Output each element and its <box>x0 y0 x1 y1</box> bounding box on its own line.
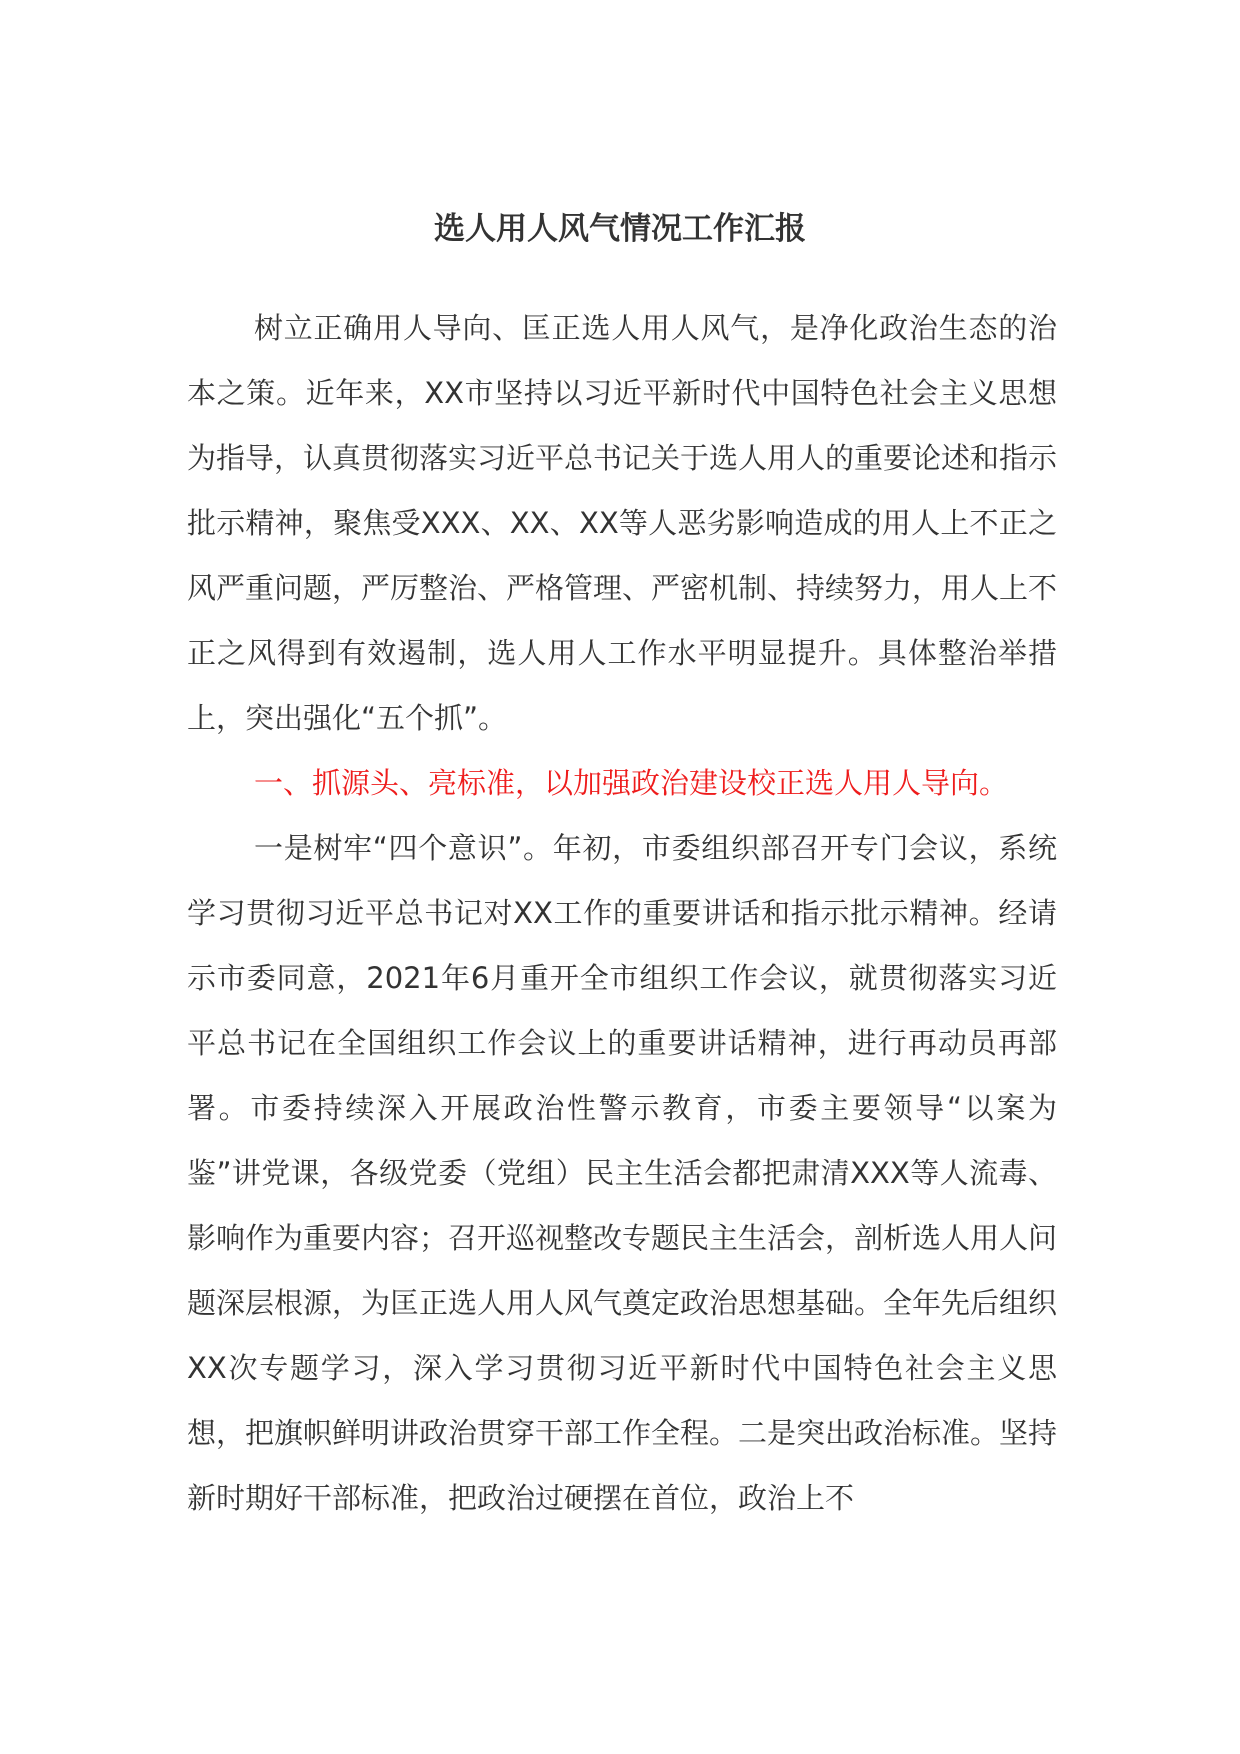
section-paragraph: 一是树牢“四个意识”。年初，市委组织部召开专门会议，系统学习贯彻习近平总书记对XX工作的重要讲话和指示批示精神。经请示市委同意，2021年6月重开全市组织工作会议，就贯彻落实习近平总书记在全国组织工作会议上的重要讲话精神，进行再动员再部署。市委持续深入开展政治性警示教育，市委主要领导“以案为鉴”讲党课，各级党委（党组）民主生活会都把肃清XXX等人流毒、影响作为重要内容；召开巡视整改专题民主生活会，剖析选人用人问题深层根源，为匡正选人用人风气奠定政治思想基础。全年先后组织XX次专题学习，深入学习贯彻习近平新时代中国特色社会主义思想，把旗帜鲜明讲政治贯穿干部工作全程。二是突出政治标准。坚持新时期好干部标准，把政治过硬摆在首位，政治上不 <box>187 831 1058 1515</box>
document-body <box>187 296 1057 1531</box>
section-heading: 一、抓源头、亮标准，以加强政治建设校正选人用人导向。 <box>254 766 1009 800</box>
intro-paragraph: 树立正确用人导向、匡正选人用人风气，是净化政治生态的治本之策。近年来，XX市坚持以习近平新时代中国特色社会主义思想为指导，认真贯彻落实习近平总书记关于选人用人的重要论述和指示批示精神，聚焦受XXX、XX、XX等人恶劣影响造成的用人上不正之风严重问题，严厉整治、严格管理、严密机制、持续努力，用人上不正之风得到有效遏制，选人用人工作水平明显提升。具体整治举措上，突出强化“五个抓”。 <box>187 311 1058 735</box>
document-title: 选人用人风气情况工作汇报 <box>434 211 806 247</box>
